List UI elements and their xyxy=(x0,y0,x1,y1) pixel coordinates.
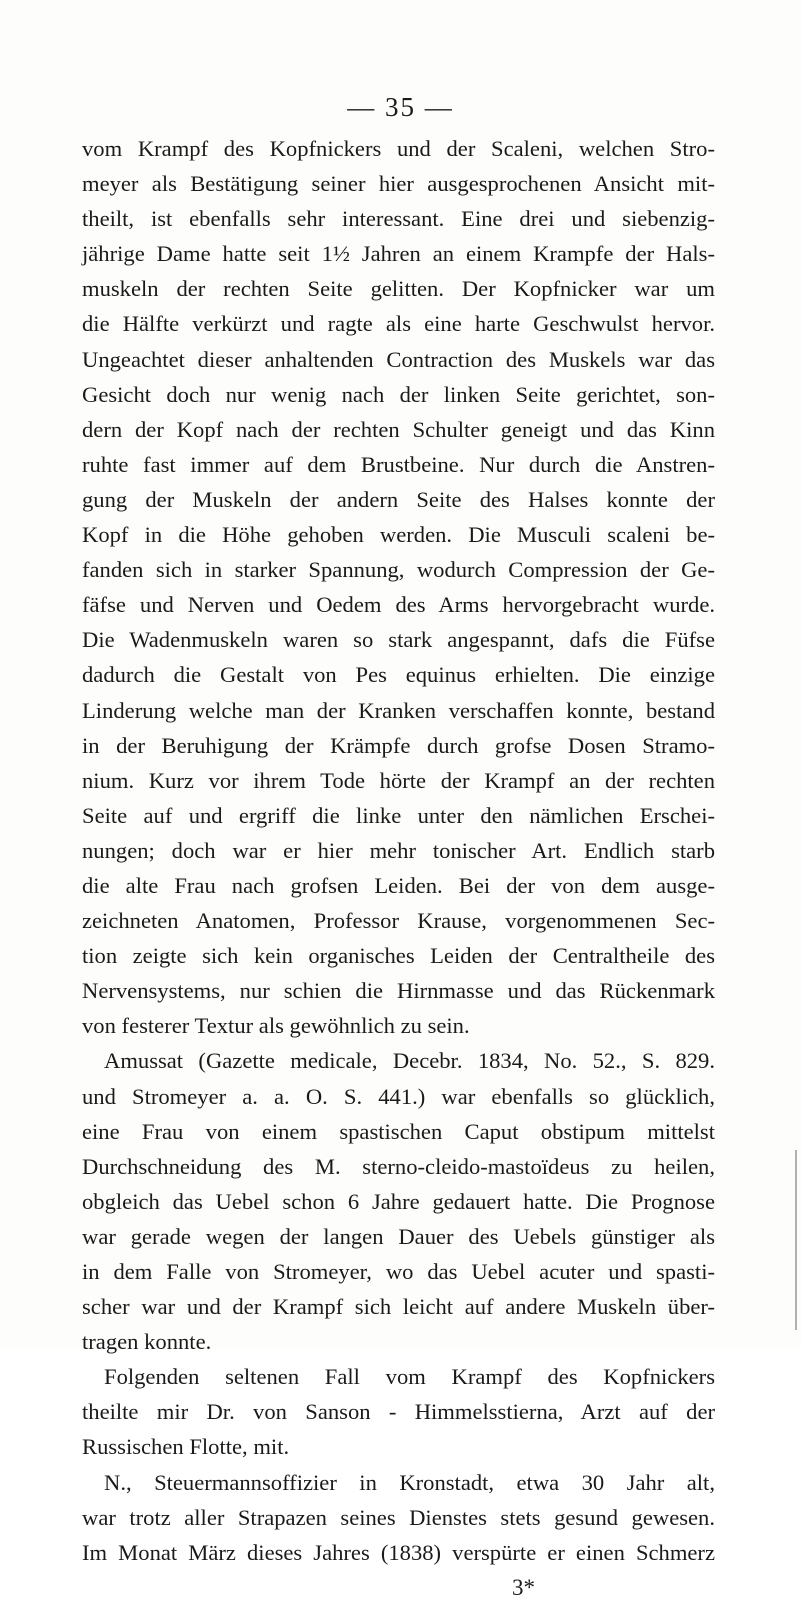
text-line: Die Wadenmuskeln waren so stark angespannt, dafs die Füfse xyxy=(82,627,715,653)
text-line: war gerade wegen der langen Dauer des Uebels günstiger als xyxy=(82,1223,715,1249)
text-line: nium. Kurz vor ihrem Tode hörte der Krampf an der rechten xyxy=(82,767,715,793)
text-line: meyer als Bestätigung seiner hier ausgesprochenen Ansicht mit- xyxy=(82,171,715,197)
page-number: — 35 — xyxy=(347,92,454,122)
text-line: tragen konnte. xyxy=(82,1329,212,1355)
text-line: dadurch die Gestalt von Pes equinus erhielten. Die einzige xyxy=(82,662,715,688)
text-line: in dem Falle von Stromeyer, wo das Uebel acuter und spasti- xyxy=(82,1259,715,1284)
text-line: von festerer Textur als gewöhnlich zu sein. xyxy=(82,1013,470,1039)
text-line: die alte Frau nach grofsen Leiden. Bei der von dem ausge- xyxy=(82,872,715,898)
text-line: die Hälfte verkürzt und ragte als eine harte Geschwulst hervor. xyxy=(82,311,715,337)
text-line: fäfse und Nerven und Oedem des Arms hervorgebracht wurde. xyxy=(82,592,715,618)
text-line: Kopf in die Höhe gehoben werden. Die Musculi scaleni be- xyxy=(82,522,715,548)
text-line: in der Beruhigung der Krämpfe durch grofse Dosen Stramo- xyxy=(82,732,715,758)
text-line: und Stromeyer a. a. O. S. 441.) war ebenfalls so glücklich, xyxy=(82,1083,715,1109)
text-line: Folgenden seltenen Fall vom Krampf des Kopfnickers xyxy=(104,1364,715,1390)
text-line: N., Steuermannsoffizier in Kronstadt, etwa 30 Jahr alt, xyxy=(104,1469,715,1495)
text-line: gung der Muskeln der andern Seite des Halses konnte der xyxy=(82,486,715,512)
text-line: Ungeachtet dieser anhaltenden Contraction des Muskels war das xyxy=(82,346,715,372)
text-line: eine Frau von einem spastischen Caput obstipum mittelst xyxy=(82,1118,715,1144)
text-line: dern der Kopf nach der rechten Schulter geneigt und das Kinn xyxy=(82,416,715,442)
text-line: tion zeigte sich kein organisches Leiden der Centraltheile des xyxy=(82,943,715,969)
page-edge-shadow xyxy=(795,1150,797,1330)
text-line: obgleich das Uebel schon 6 Jahre gedauert hatte. Die Prognose xyxy=(82,1188,715,1214)
text-line: scher war und der Krampf sich leicht auf andere Muskeln über- xyxy=(82,1294,715,1320)
body-text xyxy=(82,131,715,1605)
text-line: Gesicht doch nur wenig nach der linken Seite gerichtet, son- xyxy=(82,381,715,407)
text-line: Nervensystems, nur schien die Hirnmasse und das Rückenmark xyxy=(82,978,715,1004)
text-line: Amussat (Gazette medicale, Decebr. 1834, No. 52., S. 829. xyxy=(104,1048,715,1074)
text-line: Im Monat März dieses Jahres (1838) verspürte er einen Schmerz xyxy=(82,1539,715,1565)
text-line: Durchschneidung des M. sterno-cleido-mastoïdeus zu heilen, xyxy=(82,1153,715,1179)
text-line: vom Krampf des Kopfnickers und der Scaleni, welchen Stro- xyxy=(82,136,715,161)
text-line: Russischen Flotte, mit. xyxy=(82,1434,290,1460)
text-line: muskeln der rechten Seite gelitten. Der Kopfnicker war um xyxy=(82,276,715,302)
text-line: fanden sich in starker Spannung, wodurch Compression der Ge- xyxy=(82,557,715,583)
text-line: nungen; doch war er hier mehr tonischer Art. Endlich starb xyxy=(82,837,715,863)
text-line: theilte mir Dr. von Sanson - Himmelsstierna, Arzt auf der xyxy=(82,1399,715,1425)
text-line: theilt, ist ebenfalls sehr interessant. Eine drei und siebenzig- xyxy=(82,206,715,232)
signature-mark: 3* xyxy=(512,1574,535,1600)
text-line: Seite auf und ergriff die linke unter den nämlichen Erschei- xyxy=(82,802,715,828)
text-line: zeichneten Anatomen, Professor Krause, vorgenommenen Sec- xyxy=(82,908,715,934)
text-line: war trotz aller Strapazen seines Dienstes stets gesund gewesen. xyxy=(82,1504,715,1530)
text-line: ruhte fast immer auf dem Brustbeine. Nur durch die Anstren- xyxy=(82,451,715,477)
text-line: jährige Dame hatte seit 1½ Jahren an einem Krampfe der Hals- xyxy=(82,241,715,267)
text-line: Linderung welche man der Kranken verschaffen konnte, bestand xyxy=(82,697,715,723)
